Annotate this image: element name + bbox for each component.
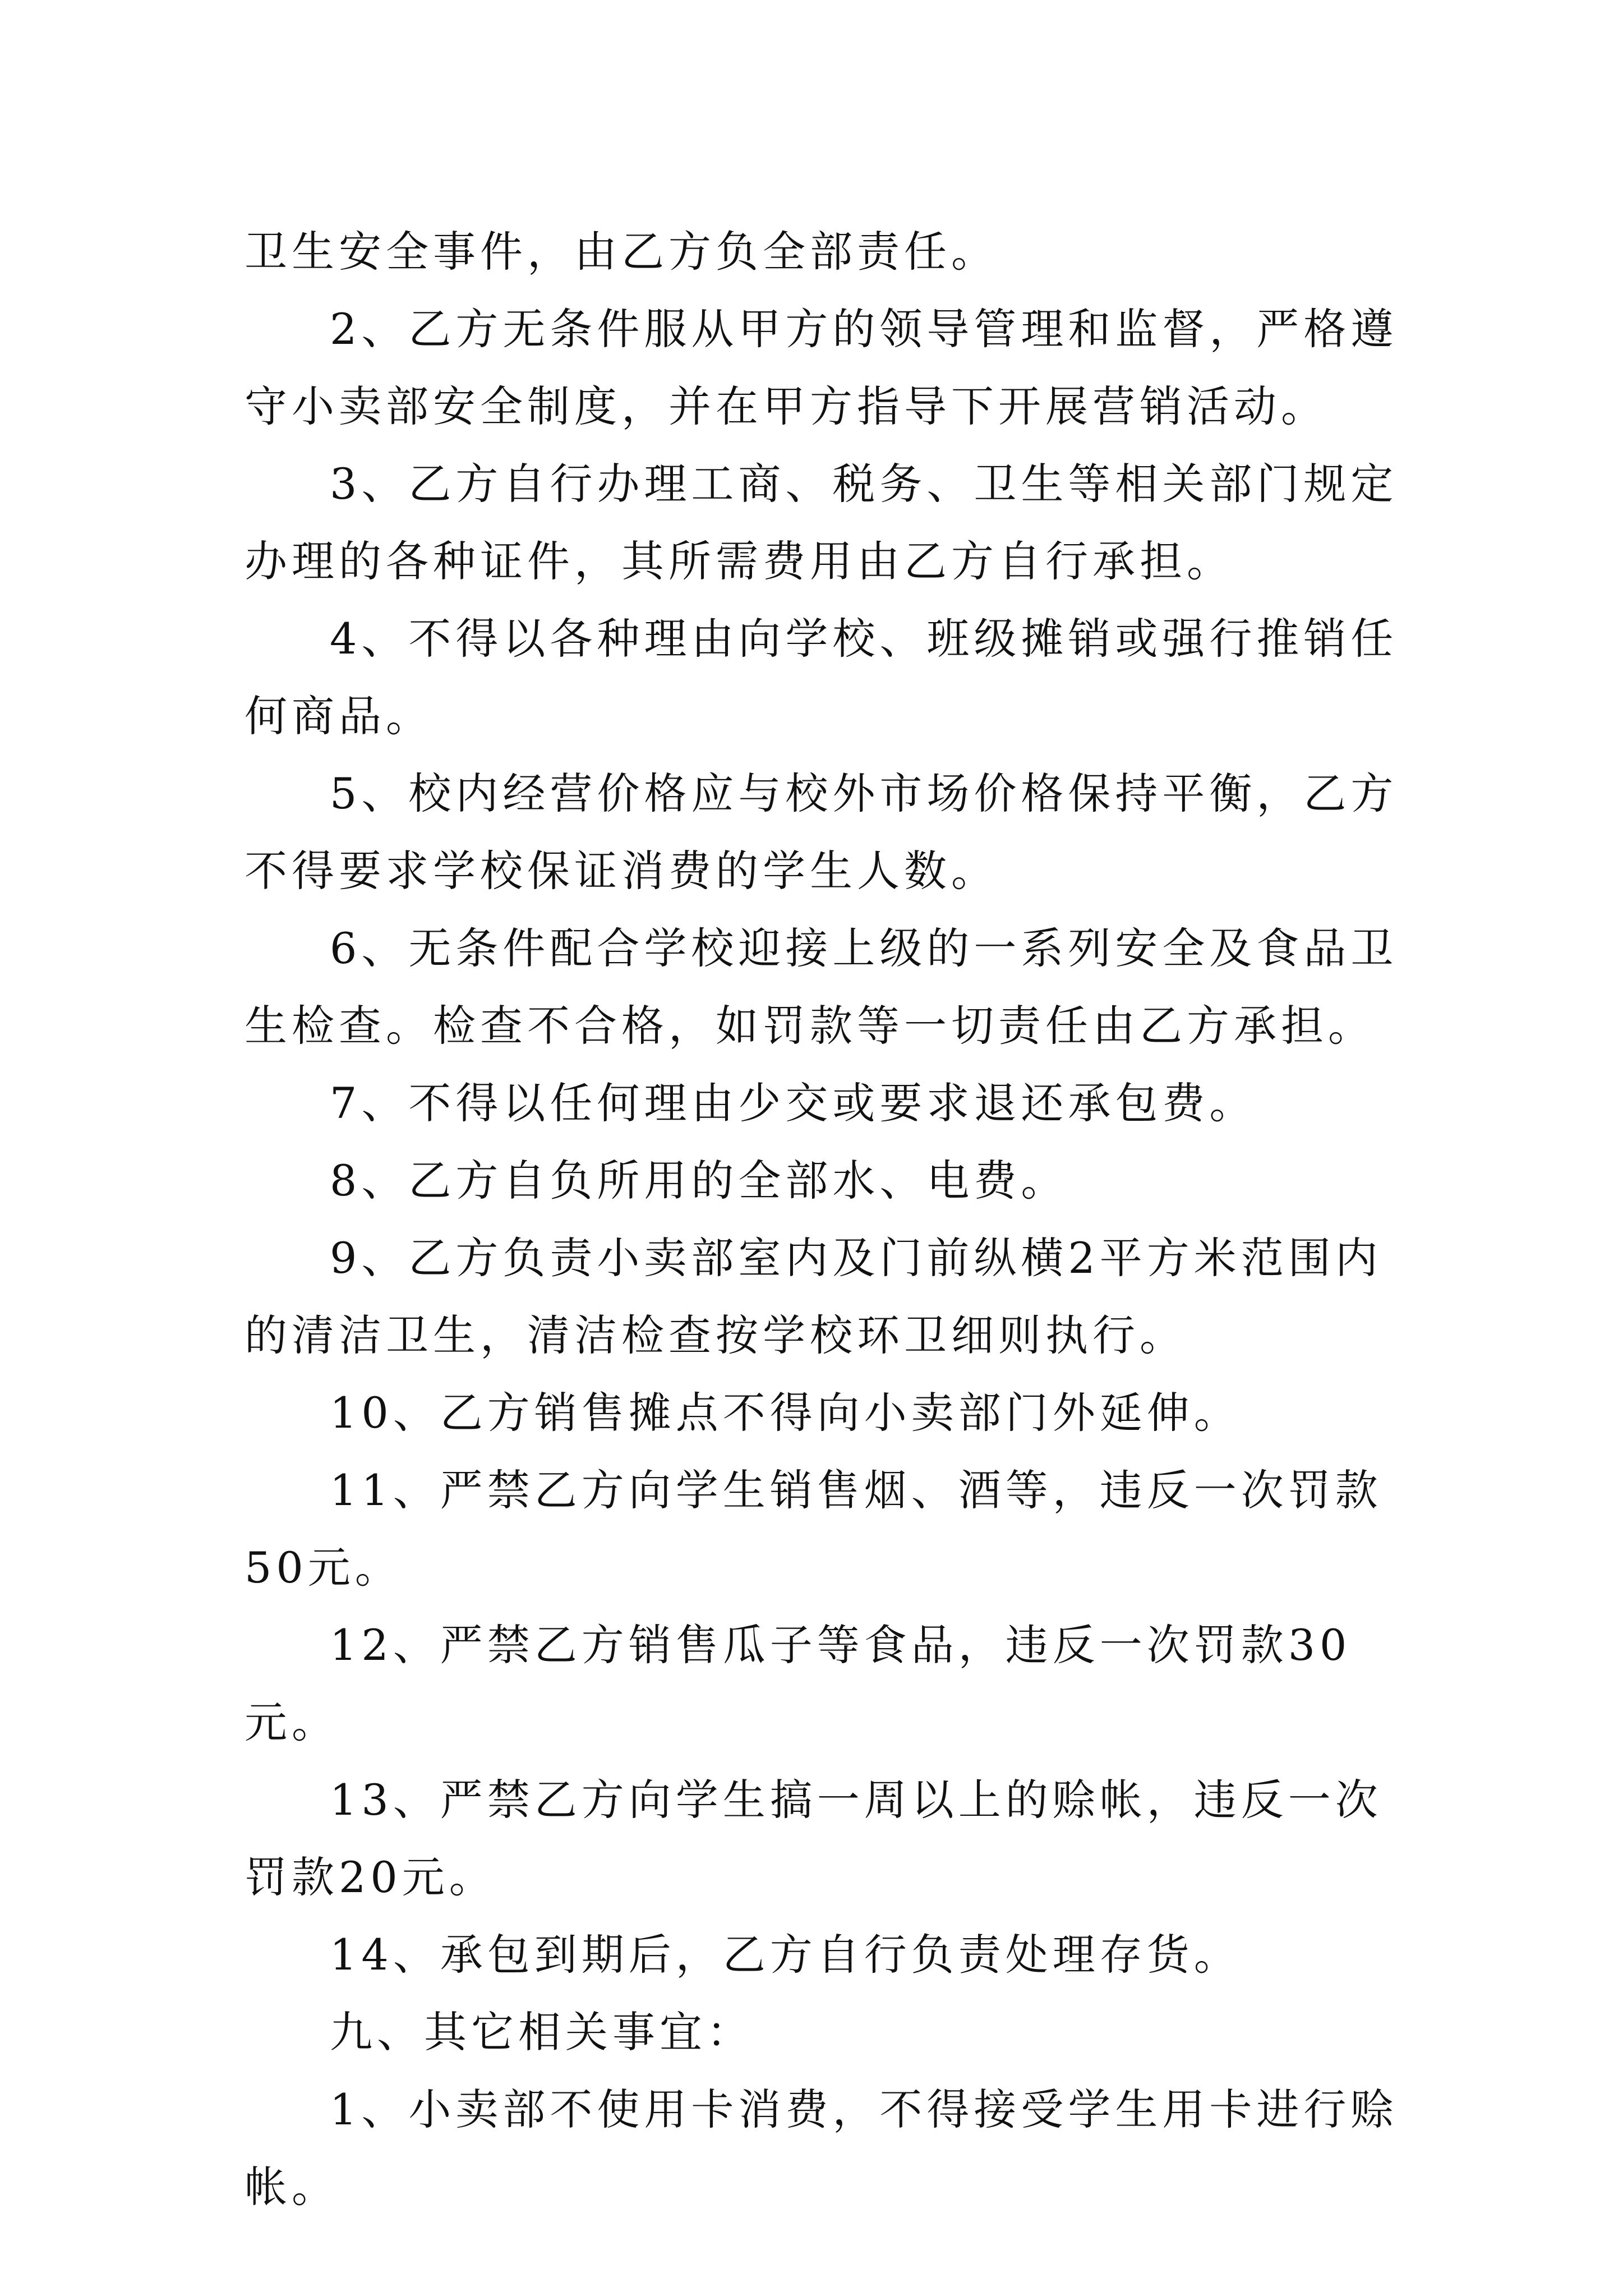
paragraph-item-8: 8、乙方自负所用的全部水、电费。 — [330, 1156, 1068, 1205]
document-body — [245, 213, 1400, 2226]
paragraph-item-13: 13、严禁乙方向学生搞一周以上的赊帐，违反一次罚款20元。 — [245, 1775, 1382, 1902]
paragraph-item-9: 9、乙方负责小卖部室内及门前纵横2平方米范围内的清洁卫生，清洁检查按学校环卫细则执行。 — [245, 1233, 1382, 1360]
paragraph-item-3: 3、乙方自行办理工商、税务、卫生等相关部门规定办理的各种证件，其所需费用由乙方自行承担。 — [245, 459, 1398, 586]
paragraph-item-5: 5、校内经营价格应与校外市场价格保持平衡，乙方不得要求学校保证消费的学生人数。 — [245, 769, 1398, 896]
paragraph-item-7: 7、不得以任何理由少交或要求退还承包费。 — [330, 1078, 1257, 1128]
paragraph-item-2: 2、乙方无条件服从甲方的领导管理和监督，严格遵守小卖部安全制度，并在甲方指导下开展营销活动。 — [245, 304, 1398, 431]
paragraph-item-14: 14、承包到期后，乙方自行负责处理存货。 — [330, 1930, 1241, 1980]
paragraph-item-11: 11、严禁乙方向学生销售烟、酒等，违反一次罚款50元。 — [245, 1465, 1382, 1593]
paragraph-continuation: 卫生安全事件，由乙方负全部责任。 — [245, 227, 998, 277]
paragraph-item-10: 10、乙方销售摊点不得向小卖部门外延伸。 — [330, 1388, 1241, 1438]
paragraph-item-12: 12、严禁乙方销售瓜子等食品，违反一次罚款30元。 — [245, 1620, 1352, 1747]
paragraph-item-6: 6、无条件配合学校迎接上级的一系列安全及食品卫生检查。检查不合格，如罚款等一切责任由乙方承担。 — [245, 923, 1398, 1051]
section-heading-9: 九、其它相关事宜： — [330, 2007, 754, 2057]
paragraph-item-4: 4、不得以各种理由向学校、班级摊销或强行推销任何商品。 — [245, 614, 1398, 741]
paragraph-section-9-item-1: 1、小卖部不使用卡消费，不得接受学生用卡进行赊帐。 — [245, 2085, 1398, 2212]
